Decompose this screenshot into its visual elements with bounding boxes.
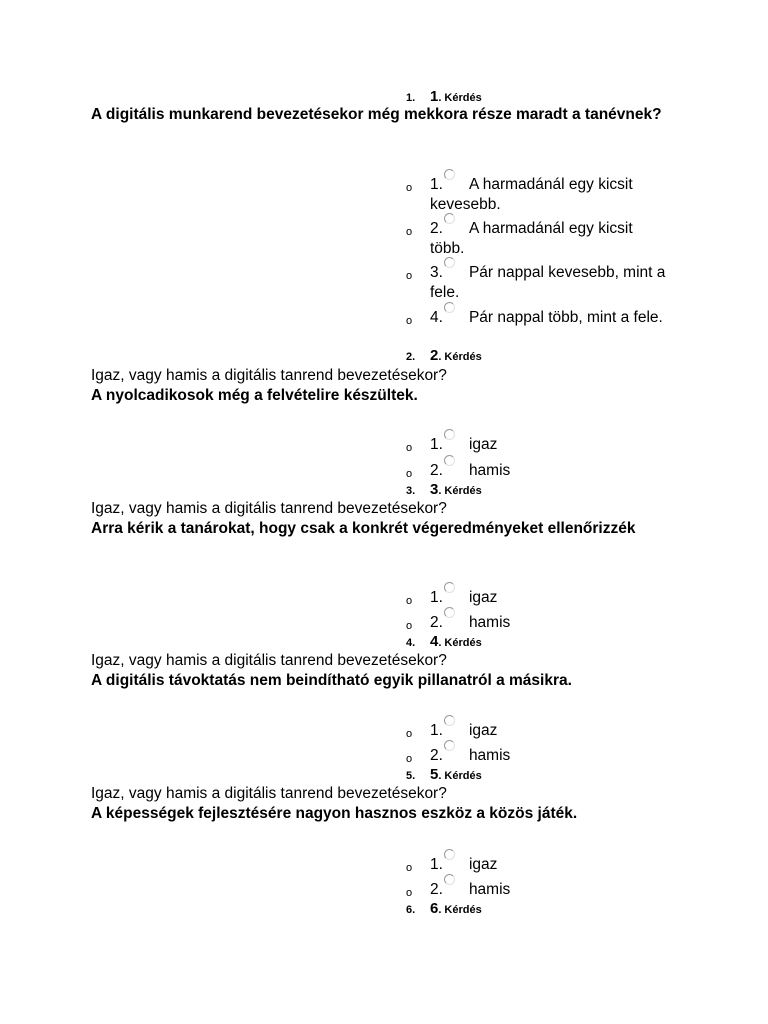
radio-button-icon[interactable]	[444, 582, 455, 593]
option-label: Pár nappal több, mint a fele.	[468, 309, 663, 326]
question-number: 2	[430, 347, 439, 364]
option-label: hamis	[468, 881, 511, 898]
question-1-text	[91, 105, 671, 125]
list-number: 3.	[406, 485, 416, 497]
question-intro: Igaz, vagy hamis a digitális tanrend bevezetésekor?	[91, 785, 447, 802]
question-3-heading: 3. 3 . Kérdés	[406, 481, 482, 498]
question-statement: Arra kérik a tanárokat, hogy csak a konkrét végeredményeket ellenőrizzék	[91, 520, 636, 537]
question-number: 6	[430, 900, 439, 917]
bullet-icon: o	[406, 226, 413, 238]
question-heading-label: Kérdés	[444, 92, 482, 104]
bullet-icon: o	[406, 728, 413, 740]
radio-button-icon[interactable]	[444, 740, 455, 751]
question-intro: Igaz, vagy hamis a digitális tanrend bevezetésekor?	[91, 500, 447, 517]
bullet-icon: o	[406, 468, 413, 480]
option-number: 2.	[430, 747, 443, 764]
option-number: 1.	[430, 589, 443, 606]
question-number: 4	[430, 633, 439, 650]
option-number: 2.	[430, 614, 443, 631]
option-number: 2.	[430, 462, 443, 479]
radio-button-icon[interactable]	[444, 429, 455, 440]
option-number: 1.	[430, 176, 443, 193]
question-2-heading: 2. 2 . Kérdés	[406, 347, 482, 364]
bullet-icon: o	[406, 442, 413, 454]
bullet-icon: o	[406, 753, 413, 765]
option-label: hamis	[468, 614, 511, 631]
list-number: 6.	[406, 904, 416, 916]
option-label: igaz	[468, 722, 498, 739]
question-number: 3	[430, 481, 439, 498]
option-label: hamis	[468, 462, 511, 479]
radio-button-icon[interactable]	[444, 302, 455, 313]
option-number: 1.	[430, 722, 443, 739]
option-label: hamis	[468, 747, 511, 764]
question-heading-label: Kérdés	[444, 904, 482, 916]
question-statement: A digitális távoktatás nem beindítható egyik pillanatról a másikra.	[91, 672, 572, 689]
question-heading-label: Kérdés	[444, 351, 482, 363]
list-number: 1.	[406, 92, 416, 104]
option-number: 2.	[430, 220, 443, 237]
option-label: A harmadánál egy kicsit kevesebb.	[430, 176, 633, 213]
question-statement: A nyolcadikosok még a felvételire készültek.	[91, 387, 418, 404]
question-1-heading: 1. 1 . Kérdés	[406, 88, 482, 105]
question-heading-label: Kérdés	[444, 637, 482, 649]
question-heading-label: Kérdés	[444, 485, 482, 497]
option-label: Pár nappal kevesebb, mint a fele.	[430, 264, 666, 301]
question-intro: Igaz, vagy hamis a digitális tanrend bevezetésekor?	[91, 652, 447, 669]
list-number: 5.	[406, 770, 416, 782]
radio-button-icon[interactable]	[444, 455, 455, 466]
radio-button-icon[interactable]	[444, 257, 455, 268]
radio-button-icon[interactable]	[444, 874, 455, 885]
option-number: 2.	[430, 881, 443, 898]
question-3-text	[91, 499, 671, 539]
bullet-icon: o	[406, 595, 413, 607]
bullet-icon: o	[406, 887, 413, 899]
radio-button-icon[interactable]	[444, 849, 455, 860]
question-statement: A képességek fejlesztésére nagyon hasznos eszköz a közös játék.	[91, 805, 578, 822]
bullet-icon: o	[406, 862, 413, 874]
bullet-icon: o	[406, 315, 413, 327]
question-6-heading: 6. 6 . Kérdés	[406, 900, 482, 917]
question-number: 1	[430, 88, 439, 105]
bullet-icon: o	[406, 620, 413, 632]
bullet-icon: o	[406, 270, 413, 282]
radio-button-icon[interactable]	[444, 607, 455, 618]
option-label: igaz	[468, 436, 498, 453]
option-label: igaz	[468, 856, 498, 873]
question-5-text	[91, 784, 671, 824]
radio-button-icon[interactable]	[444, 169, 455, 180]
question-4-heading: 4. 4 . Kérdés	[406, 633, 482, 650]
question-heading-label: Kérdés	[444, 770, 482, 782]
option-label: igaz	[468, 589, 498, 606]
radio-button-icon[interactable]	[444, 715, 455, 726]
option-label: A harmadánál egy kicsit több.	[430, 220, 633, 257]
question-5-heading: 5. 5 . Kérdés	[406, 766, 482, 783]
option-number: 1.	[430, 436, 443, 453]
list-number: 4.	[406, 637, 416, 649]
option-number: 4.	[430, 309, 443, 326]
radio-button-icon[interactable]	[444, 213, 455, 224]
question-2-text	[91, 366, 671, 406]
question-statement: A digitális munkarend bevezetésekor még mekkora része maradt a tanévnek?	[91, 106, 662, 123]
option-number: 1.	[430, 856, 443, 873]
option-number: 3.	[430, 264, 443, 281]
question-intro: Igaz, vagy hamis a digitális tanrend bevezetésekor?	[91, 367, 447, 384]
list-number: 2.	[406, 351, 416, 363]
bullet-icon: o	[406, 182, 413, 194]
question-4-text	[91, 651, 671, 691]
question-number: 5	[430, 766, 439, 783]
